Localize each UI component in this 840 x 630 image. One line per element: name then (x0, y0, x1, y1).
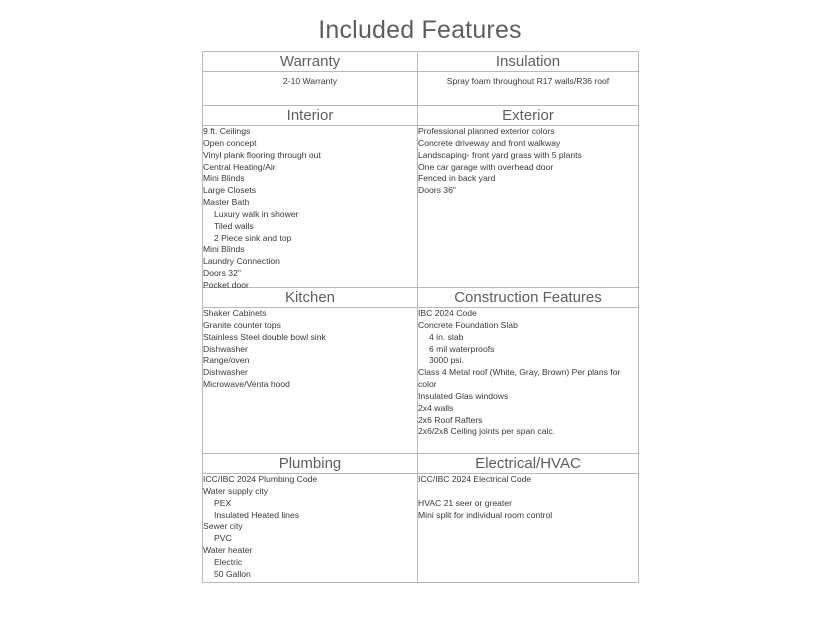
feature-item: PVC (214, 533, 232, 544)
feature-item: Water supply city (203, 485, 269, 496)
section-body-plumbing-electrical-left (203, 474, 418, 583)
section-content-row (203, 308, 639, 454)
feature-item: ICC/IBC 2024 Electrical Code (418, 474, 532, 484)
features-table-body (203, 52, 639, 583)
feature-item (418, 486, 638, 498)
feature-item: Class 4 Metal roof (White, Gray, Brown) Per plans for color (418, 367, 623, 390)
feature-list (203, 76, 417, 88)
section-body-warranty-insulation-left (203, 72, 418, 106)
section-body-inner (418, 126, 638, 287)
feature-item: Laundry Connection (203, 256, 280, 267)
feature-item: Landscaping- front yard grass with 5 plants (418, 149, 582, 160)
section-content-row (203, 474, 639, 583)
section-heading-warranty-insulation-left: Warranty (203, 52, 418, 72)
feature-list (203, 126, 417, 292)
section-heading-kitchen-construction-left: Kitchen (203, 288, 418, 308)
feature-list (203, 308, 417, 391)
feature-item: Tiled walls (214, 220, 254, 231)
section-body-kitchen-construction-left (203, 308, 418, 454)
feature-item: Professional planned exterior colors (418, 126, 555, 136)
feature-item: 2 Piece sink and top (214, 232, 292, 243)
page-title: Included Features (318, 16, 522, 44)
section-body-inner (203, 76, 417, 98)
feature-list (418, 126, 638, 197)
section-heading-warranty-insulation-right: Insulation (418, 52, 639, 72)
feature-item: Insulated Heated lines (214, 509, 300, 520)
section-body-kitchen-construction-right (418, 308, 639, 454)
feature-item: Luxury walk in shower (214, 208, 299, 219)
feature-item: Range/oven (203, 355, 250, 366)
feature-item: Mini split for individual room control (418, 509, 553, 520)
section-body-inner (418, 308, 638, 453)
feature-item: Vinyl plank flooring through out (203, 149, 321, 160)
feature-item: ICC/IBC 2024 Plumbing Code (203, 474, 318, 484)
feature-item: Stainless Steel double bowl sink (203, 331, 326, 342)
feature-item: Dishwasher (203, 343, 248, 354)
feature-item: Insulated Glas windows (418, 390, 509, 401)
section-body-inner (418, 474, 638, 582)
section-heading-kitchen-construction-right: Construction Features (418, 288, 639, 308)
section-heading-row (203, 52, 639, 72)
feature-item: 2-10 Warranty (282, 76, 338, 86)
feature-item: Concrete driveway and front walkway (418, 137, 561, 148)
feature-item: Spray foam throughout R17 walls/R36 roof (446, 76, 610, 86)
feature-list (418, 474, 638, 521)
feature-item: Fenced in back yard (418, 173, 496, 184)
feature-item: 6 mil waterproofs (429, 343, 495, 354)
feature-list (418, 308, 638, 438)
feature-item: 4 in. slab (429, 331, 464, 342)
feature-item: Shaker Cabinets (203, 308, 267, 318)
section-heading-plumbing-electrical-right: Electrical/HVAC (418, 454, 639, 474)
feature-item: 9 ft. Ceilings (203, 126, 251, 136)
feature-item: Sewer city (203, 521, 243, 532)
section-heading-interior-exterior-right: Exterior (418, 106, 639, 126)
feature-item: IBC 2024 Code (418, 308, 477, 318)
section-heading-interior-exterior-left: Interior (203, 106, 418, 126)
feature-item: Microwave/Venta hood (203, 379, 290, 390)
section-body-warranty-insulation-right (418, 72, 639, 106)
feature-item: Open concept (203, 137, 257, 148)
section-body-inner (203, 474, 417, 582)
feature-item: Concrete Foundation Slab (418, 319, 518, 330)
section-body-interior-exterior-right (418, 126, 639, 288)
feature-list (418, 76, 638, 88)
feature-item: Mini Blinds (203, 244, 245, 255)
section-content-row (203, 126, 639, 288)
section-heading-row (203, 454, 639, 474)
feature-item: Central Heating/Air (203, 161, 276, 172)
section-body-inner (418, 76, 638, 98)
feature-item: Dishwasher (203, 367, 248, 378)
feature-item: 2x6/2x8 Ceiling joints per span calc. (418, 426, 556, 437)
section-heading-row (203, 106, 639, 126)
feature-item: Water heater (203, 545, 253, 556)
feature-item: 50 Gallon (214, 568, 251, 579)
feature-item: 2x6 Roof Rafters (418, 414, 483, 425)
feature-item: 2x4 walls (418, 402, 454, 413)
section-heading-plumbing-electrical-left: Plumbing (203, 454, 418, 474)
section-body-interior-exterior-left (203, 126, 418, 288)
feature-item: HVAC 21 seer or greater (418, 497, 512, 508)
feature-item: Electric (214, 556, 243, 567)
section-body-inner (203, 308, 417, 453)
feature-item: PEX (214, 497, 232, 508)
feature-item: Doors 32" (203, 268, 241, 279)
feature-item: Pocket door (203, 279, 249, 290)
included-features-table (202, 51, 639, 583)
section-body-inner (203, 126, 417, 290)
feature-item: Granite counter tops (203, 319, 281, 330)
section-content-row (203, 72, 639, 106)
feature-item: Mini Blinds (203, 173, 245, 184)
feature-item: Doors 36" (418, 185, 456, 196)
feature-item: Master Bath (203, 197, 250, 208)
section-body-plumbing-electrical-right (418, 474, 639, 583)
feature-list (203, 474, 417, 581)
feature-item: Large Closets (203, 185, 257, 196)
feature-item: One car garage with overhead door (418, 161, 554, 172)
feature-item: 3000 psi. (429, 355, 464, 366)
section-heading-row (203, 288, 639, 308)
